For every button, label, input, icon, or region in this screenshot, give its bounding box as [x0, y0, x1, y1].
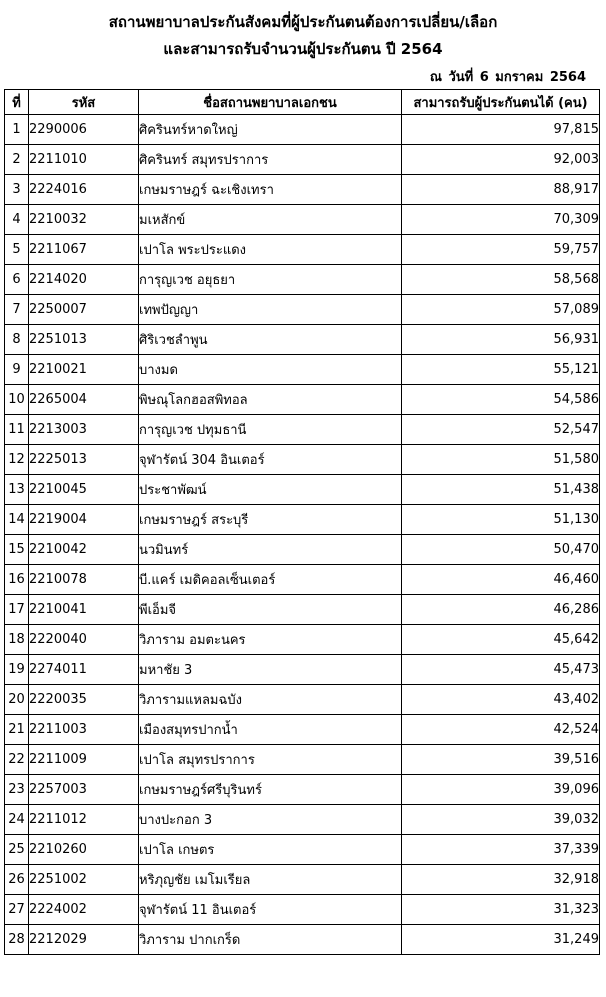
- capacity-value: 39,096: [402, 775, 600, 805]
- hospital-table: [4, 89, 600, 955]
- capacity-value: 37,339: [402, 835, 600, 865]
- hospital-name: มเหสักข์: [139, 205, 402, 235]
- row-number: 23: [5, 775, 29, 805]
- row-number: 17: [5, 595, 29, 625]
- row-number: 8: [5, 325, 29, 355]
- capacity-value: 58,568: [402, 265, 600, 295]
- capacity-value: 45,473: [402, 655, 600, 685]
- capacity-value: 31,249: [402, 925, 600, 955]
- table-row: [5, 925, 600, 955]
- row-number: 18: [5, 625, 29, 655]
- hospital-name: มหาชัย 3: [139, 655, 402, 685]
- capacity-value: 32,918: [402, 865, 600, 895]
- header-capacity: สามารถรับผู้ประกันตนได้ (คน): [402, 90, 600, 115]
- table-row: [5, 295, 600, 325]
- hospital-name: เปาโล พระประแดง: [139, 235, 402, 265]
- row-number: 20: [5, 685, 29, 715]
- table-row: [5, 715, 600, 745]
- hospital-name: เทพปัญญา: [139, 295, 402, 325]
- hospital-code: 2210042: [29, 535, 139, 565]
- hospital-name: วิภาราม อมตะนคร: [139, 625, 402, 655]
- hospital-code: 2220035: [29, 685, 139, 715]
- row-number: 15: [5, 535, 29, 565]
- row-number: 27: [5, 895, 29, 925]
- capacity-value: 42,524: [402, 715, 600, 745]
- table-header-row: [5, 90, 600, 115]
- capacity-value: 57,089: [402, 295, 600, 325]
- hospital-name: นวมินทร์: [139, 535, 402, 565]
- capacity-value: 88,917: [402, 175, 600, 205]
- table-row: [5, 475, 600, 505]
- row-number: 26: [5, 865, 29, 895]
- hospital-name: บี.แคร์ เมดิคอลเซ็นเตอร์: [139, 565, 402, 595]
- hospital-name: วิภาราม ปากเกร็ด: [139, 925, 402, 955]
- capacity-value: 51,438: [402, 475, 600, 505]
- hospital-name: จุฬารัตน์ 11 อินเตอร์: [139, 895, 402, 925]
- row-number: 9: [5, 355, 29, 385]
- capacity-value: 46,460: [402, 565, 600, 595]
- row-number: 1: [5, 115, 29, 145]
- capacity-value: 92,003: [402, 145, 600, 175]
- table-row: [5, 745, 600, 775]
- capacity-value: 51,580: [402, 445, 600, 475]
- hospital-name: ศิครินทร์ สมุทรปราการ: [139, 145, 402, 175]
- capacity-value: 59,757: [402, 235, 600, 265]
- hospital-name: เปาโล เกษตร: [139, 835, 402, 865]
- hospital-code: 2211012: [29, 805, 139, 835]
- table-row: [5, 595, 600, 625]
- capacity-value: 97,815: [402, 115, 600, 145]
- capacity-value: 56,931: [402, 325, 600, 355]
- capacity-value: 31,323: [402, 895, 600, 925]
- hospital-name: การุญเวช อยุธยา: [139, 265, 402, 295]
- hospital-code: 2250007: [29, 295, 139, 325]
- hospital-code: 2210078: [29, 565, 139, 595]
- hospital-code: 2210041: [29, 595, 139, 625]
- row-number: 24: [5, 805, 29, 835]
- hospital-name: ศิครินทร์หาดใหญ่: [139, 115, 402, 145]
- table-row: [5, 505, 600, 535]
- table-row: [5, 355, 600, 385]
- capacity-value: 45,642: [402, 625, 600, 655]
- hospital-name: เกษมราษฎร์ศรีบุรินทร์: [139, 775, 402, 805]
- table-row: [5, 895, 600, 925]
- table-body: [5, 115, 600, 955]
- capacity-value: 50,470: [402, 535, 600, 565]
- hospital-code: 2251013: [29, 325, 139, 355]
- hospital-code: 2220040: [29, 625, 139, 655]
- hospital-code: 2251002: [29, 865, 139, 895]
- capacity-value: 43,402: [402, 685, 600, 715]
- table-row: [5, 145, 600, 175]
- hospital-name: ศิริเวชลำพูน: [139, 325, 402, 355]
- row-number: 11: [5, 415, 29, 445]
- table-row: [5, 265, 600, 295]
- table-row: [5, 865, 600, 895]
- hospital-name: การุญเวช ปทุมธานี: [139, 415, 402, 445]
- capacity-value: 51,130: [402, 505, 600, 535]
- hospital-code: 2257003: [29, 775, 139, 805]
- capacity-value: 52,547: [402, 415, 600, 445]
- row-number: 2: [5, 145, 29, 175]
- row-number: 14: [5, 505, 29, 535]
- table-row: [5, 115, 600, 145]
- header-no: ที่: [5, 90, 29, 115]
- hospital-name: ประชาพัฒน์: [139, 475, 402, 505]
- hospital-name: พีเอ็มจี: [139, 595, 402, 625]
- hospital-name: จุฬารัตน์ 304 อินเตอร์: [139, 445, 402, 475]
- row-number: 7: [5, 295, 29, 325]
- hospital-code: 2274011: [29, 655, 139, 685]
- as-of-date: ณ วันที่ 6 มกราคม 2564: [429, 70, 586, 85]
- table-row: [5, 835, 600, 865]
- table-row: [5, 625, 600, 655]
- hospital-code: 2210045: [29, 475, 139, 505]
- capacity-value: 46,286: [402, 595, 600, 625]
- hospital-name: เปาโล สมุทรปราการ: [139, 745, 402, 775]
- row-number: 22: [5, 745, 29, 775]
- capacity-value: 55,121: [402, 355, 600, 385]
- table-row: [5, 565, 600, 595]
- capacity-value: 39,516: [402, 745, 600, 775]
- row-number: 4: [5, 205, 29, 235]
- row-number: 10: [5, 385, 29, 415]
- hospital-name: หริภุญชัย เมโมเรียล: [139, 865, 402, 895]
- hospital-name: เมืองสมุทรปากน้ำ: [139, 715, 402, 745]
- hospital-name: บางปะกอก 3: [139, 805, 402, 835]
- hospital-code: 2213003: [29, 415, 139, 445]
- table-row: [5, 535, 600, 565]
- hospital-code: 2210260: [29, 835, 139, 865]
- row-number: 19: [5, 655, 29, 685]
- row-number: 3: [5, 175, 29, 205]
- table-row: [5, 445, 600, 475]
- hospital-code: 2211010: [29, 145, 139, 175]
- row-number: 25: [5, 835, 29, 865]
- hospital-code: 2219004: [29, 505, 139, 535]
- hospital-name: เกษมราษฎร์ ฉะเชิงเทรา: [139, 175, 402, 205]
- header-name: ชื่อสถานพยาบาลเอกชน: [139, 90, 402, 115]
- hospital-code: 2265004: [29, 385, 139, 415]
- table-row: [5, 325, 600, 355]
- header-code: รหัส: [29, 90, 139, 115]
- table-row: [5, 655, 600, 685]
- table-row: [5, 415, 600, 445]
- row-number: 12: [5, 445, 29, 475]
- hospital-code: 2212029: [29, 925, 139, 955]
- table-row: [5, 175, 600, 205]
- table-row: [5, 205, 600, 235]
- table-row: [5, 775, 600, 805]
- table-row: [5, 235, 600, 265]
- hospital-name: วิภารามแหลมฉบัง: [139, 685, 402, 715]
- row-number: 13: [5, 475, 29, 505]
- row-number: 21: [5, 715, 29, 745]
- hospital-name: พิษณุโลกฮอสพิทอล: [139, 385, 402, 415]
- table-row: [5, 685, 600, 715]
- table-row: [5, 805, 600, 835]
- row-number: 5: [5, 235, 29, 265]
- hospital-name: เกษมราษฎร์ สระบุรี: [139, 505, 402, 535]
- capacity-value: 54,586: [402, 385, 600, 415]
- hospital-code: 2211067: [29, 235, 139, 265]
- row-number: 28: [5, 925, 29, 955]
- row-number: 16: [5, 565, 29, 595]
- table-row: [5, 385, 600, 415]
- hospital-code: 2290006: [29, 115, 139, 145]
- hospital-code: 2211009: [29, 745, 139, 775]
- capacity-value: 39,032: [402, 805, 600, 835]
- hospital-code: 2210032: [29, 205, 139, 235]
- hospital-code: 2224002: [29, 895, 139, 925]
- document-subtitle: และสามารถรับจำนวนผู้ประกันตน ปี 2564: [163, 40, 443, 58]
- hospital-code: 2210021: [29, 355, 139, 385]
- row-number: 6: [5, 265, 29, 295]
- capacity-value: 70,309: [402, 205, 600, 235]
- hospital-code: 2225013: [29, 445, 139, 475]
- hospital-code: 2224016: [29, 175, 139, 205]
- hospital-code: 2214020: [29, 265, 139, 295]
- document-title: สถานพยาบาลประกันสังคมที่ผู้ประกันตนต้องการเปลี่ยน/เลือก: [108, 13, 498, 31]
- hospital-name: บางมด: [139, 355, 402, 385]
- hospital-code: 2211003: [29, 715, 139, 745]
